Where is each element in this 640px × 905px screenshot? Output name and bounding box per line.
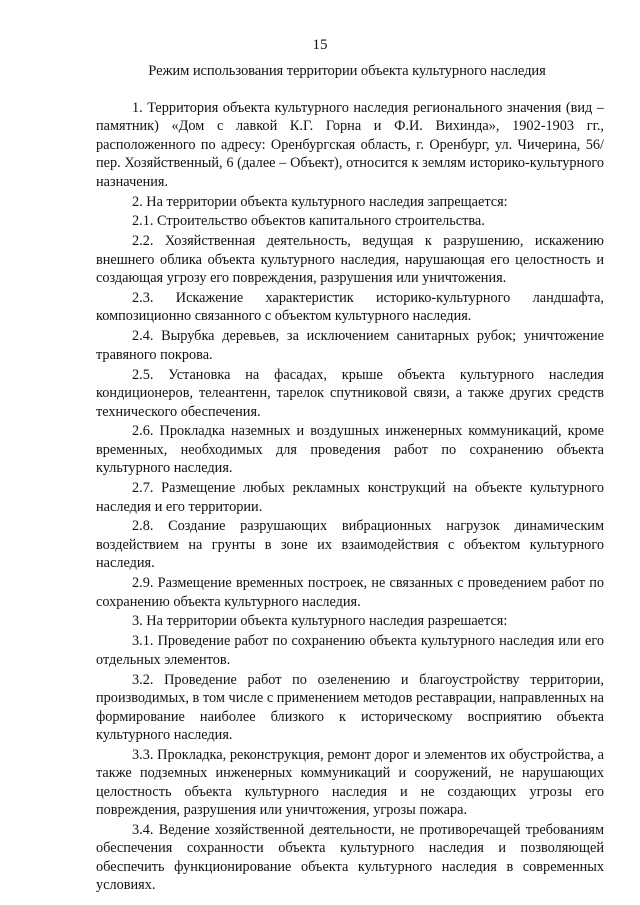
paragraph-3-4: 3.4. Ведение хозяйственной деятельности, не противоречащей требованиям обеспечения сохранности объекта культурного наследия и позволяющей обеспечить функционирование объекта культурного наследия в современных условиях. [96, 821, 604, 894]
paragraph-2-7: 2.7. Размещение любых рекламных конструкций на объекте культурного наследия и его территории. [96, 480, 604, 515]
paragraph-2-8: 2.8. Создание разрушающих вибрационных нагрузок динамическим воздействием на грунты в зоне их взаимодействия с объектом культурного наследия. [96, 518, 604, 572]
paragraph-2-3: 2.3. Искажение характеристик историко-культурного ландшафта, композиционно связанного с объектом культурного наследия. [96, 290, 604, 325]
document-body [96, 99, 604, 896]
paragraph-2-4: 2.4. Вырубка деревьев, за исключением санитарных рубок; уничтожение травяного покрова. [96, 328, 604, 363]
paragraph-3-2: 3.2. Проведение работ по озеленению и благоустройству территории, производимых, в том числе с применением методов реставрации, направленных на формирование наиболее близкого к историческому восприятию объекта культурного наследия. [96, 671, 604, 743]
paragraph-2-6: 2.6. Прокладка наземных и воздушных инженерных коммуникаций, кроме временных, необходимых для проведения работ по сохранению объекта культурного наследия. [96, 423, 604, 477]
paragraph-2-5: 2.5. Установка на фасадах, крыше объекта культурного наследия кондиционеров, телеантенн, тарелок спутниковой связи, а также других средств технического обеспечения. [96, 366, 604, 420]
paragraph-2-1: 2.1. Строительство объектов капитального строительства. [132, 213, 485, 230]
paragraph-3: 3. На территории объекта культурного наследия разрешается: [132, 613, 508, 630]
paragraph-1: 1. Территория объекта культурного наследия регионального значения (вид – памятник) «Дом с лавкой К.Г. Горна и Ф.И. Вихинда», 1902-1903 гг., расположенного по адресу: Оренбургская область, г. Оренбург, ул. Чичерина, 56/ пер. Хозяйственный, 6 (далее – Объект), относится к землям историко-культурного назначения. [96, 100, 604, 190]
paragraph-3-1: 3.1. Проведение работ по сохранению объекта культурного наследия или его отдельных элементов. [96, 633, 604, 668]
paragraph-2-2: 2.2. Хозяйственная деятельность, ведущая к разрушению, искажению внешнего облика объекта культурного наследия, нарушающая его целостность и создающая угрозу его повреждения, разрушения или уничтожения. [96, 233, 604, 287]
page-title: Режим использования территории объекта культурного наследия [148, 63, 546, 79]
page-number: 15 [312, 37, 328, 53]
paragraph-2: 2. На территории объекта культурного наследия запрещается: [132, 193, 508, 210]
paragraph-3-3: 3.3. Прокладка, реконструкция, ремонт дорог и элементов их обустройства, а также подземных инженерных коммуникаций и сооружений, не нарушающих целостность объекта культурного наследия и не создающих угрозы его повреждения, разрушения или уничтожения, угрозы пожара. [96, 746, 604, 819]
paragraph-2-9: 2.9. Размещение временных построек, не связанных с проведением работ по сохранению объекта культурного наследия. [96, 575, 604, 610]
